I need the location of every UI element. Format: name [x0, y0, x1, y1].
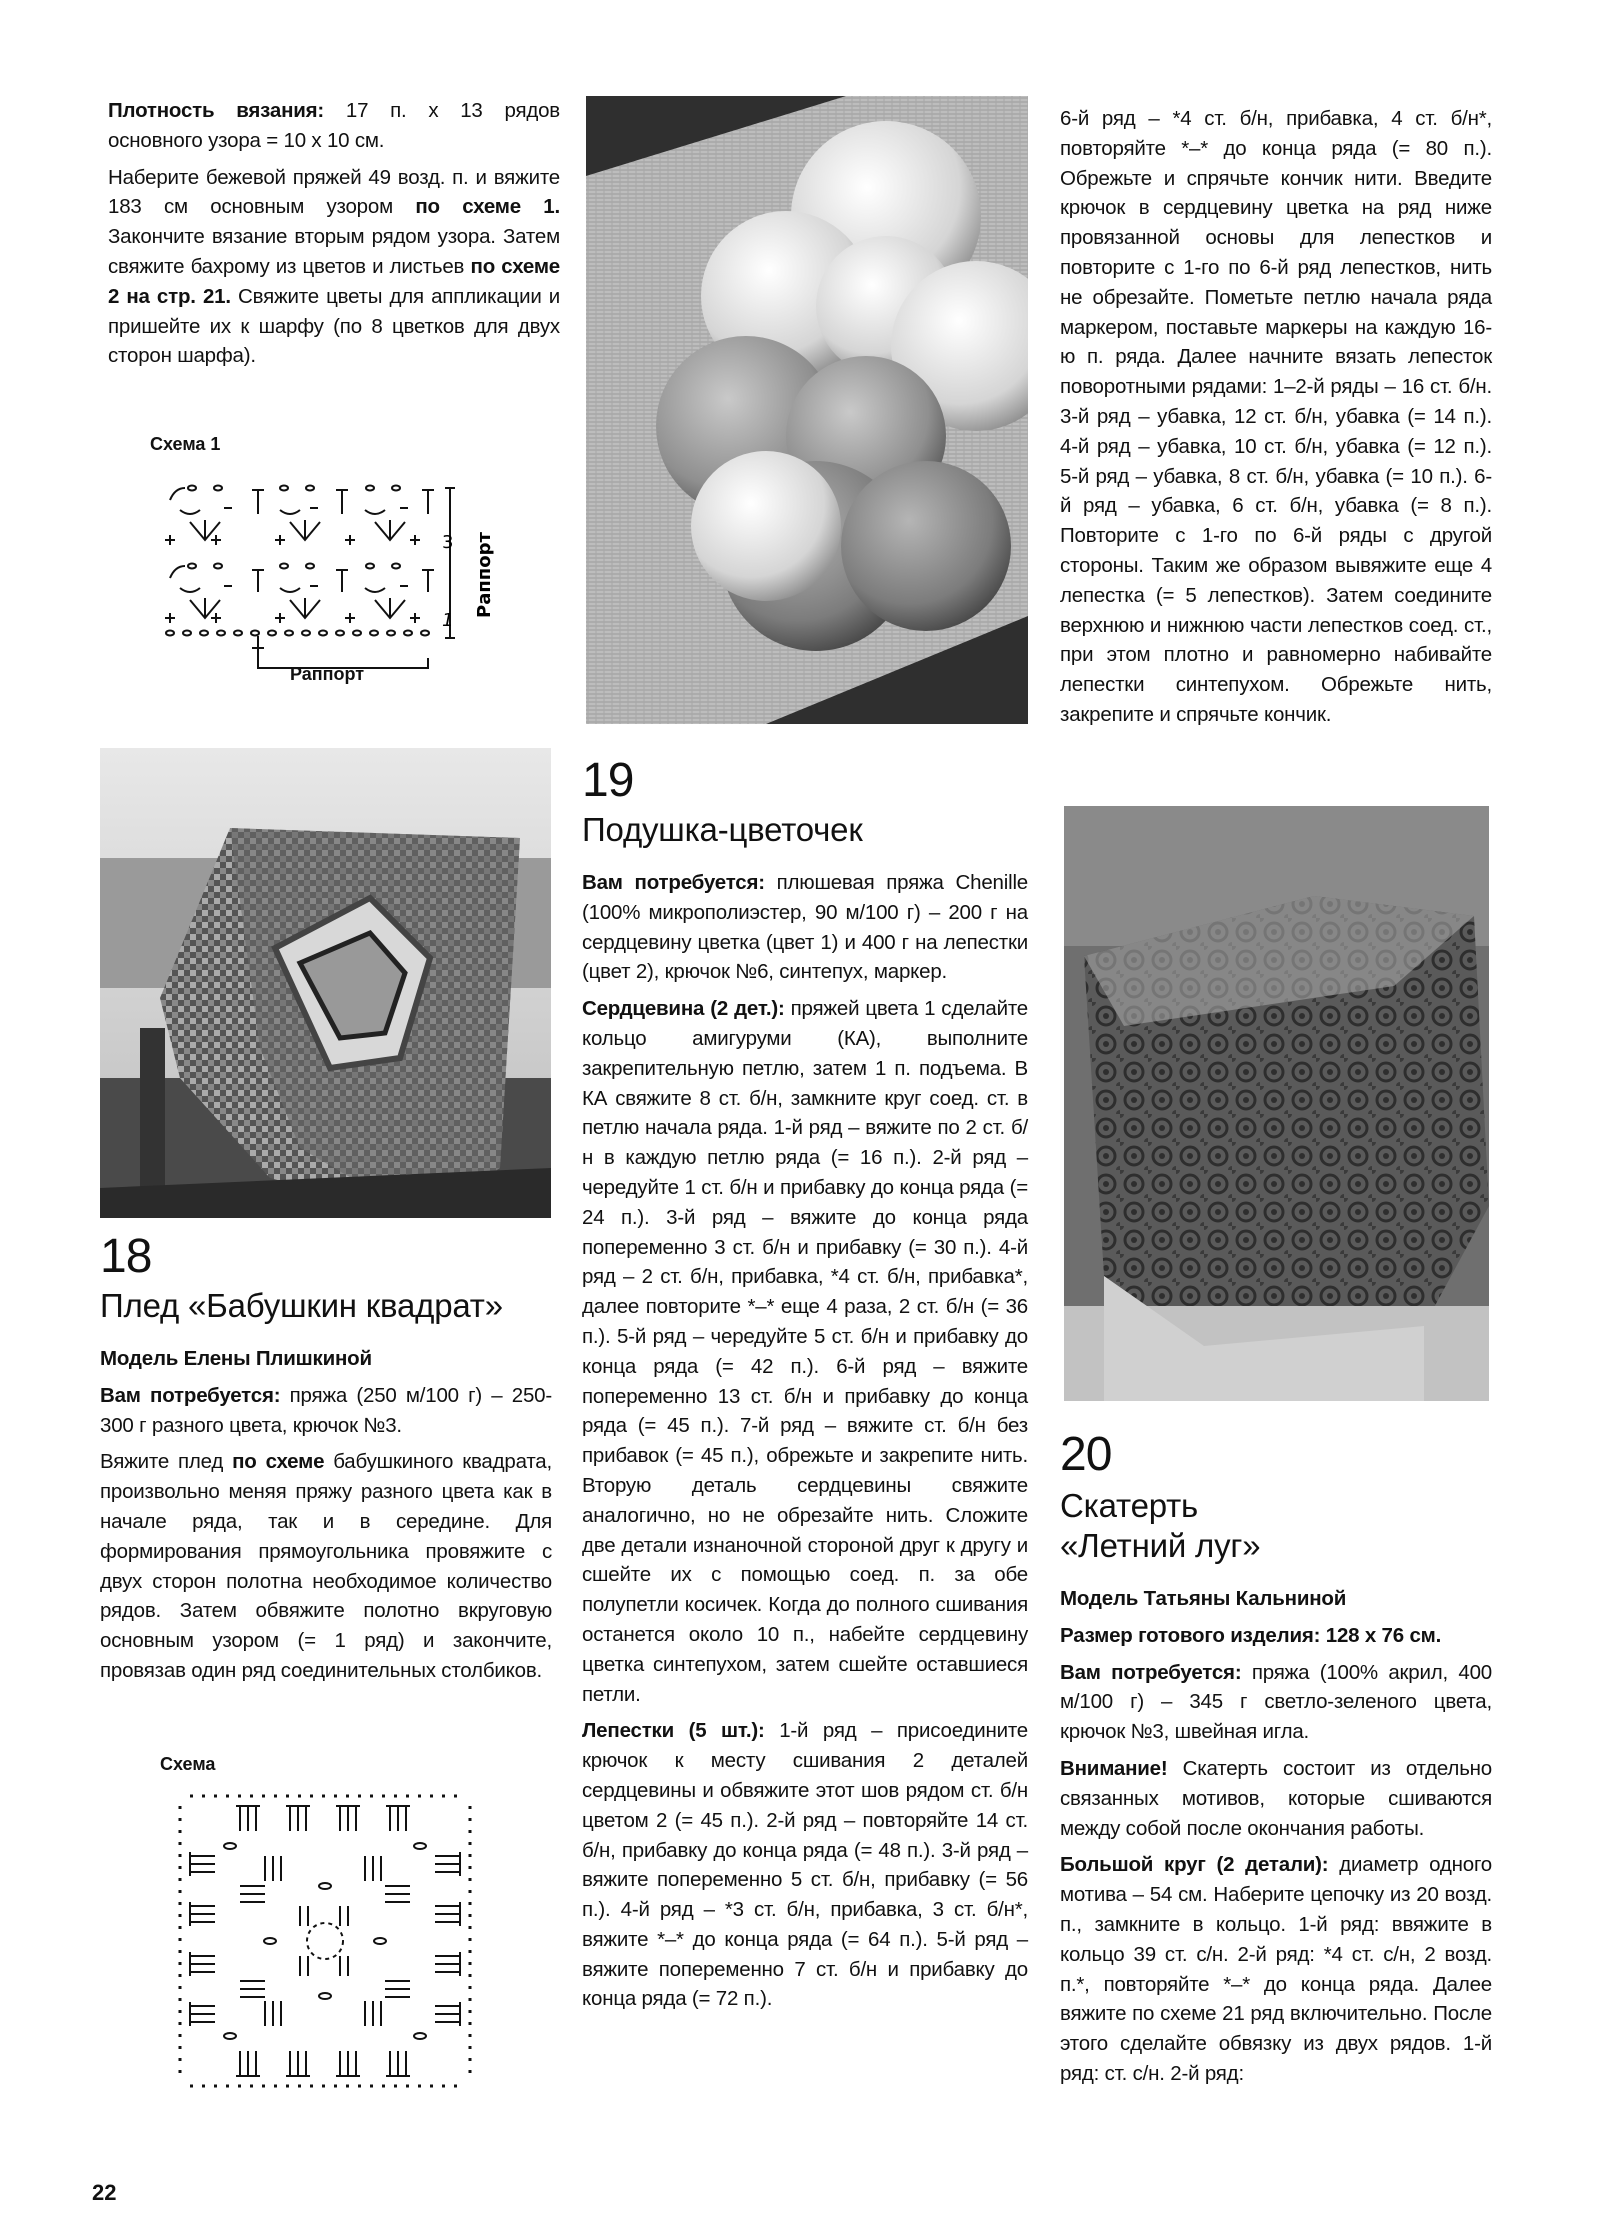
chain-row-bottom: [166, 631, 429, 636]
item18-body: [100, 1447, 552, 1685]
item18-body-a: Вяжите плед: [100, 1450, 233, 1474]
item20-need-text: пряжа (100% акрил, 400 м/100 г) – 345 г светло-зеленого цвета, крючок №3, швейная игла.: [1060, 1660, 1492, 1744]
page-number: 22: [92, 2180, 117, 2205]
intro-c: Закончите вязание вторым рядом узора. Затем свяжите бахрому из цветов и листьев: [108, 225, 560, 278]
pillow-photo-art: [586, 96, 1028, 724]
item20-need-label: Вам потребуется:: [1060, 1660, 1242, 1684]
granny-scheme-label: Схема: [160, 1754, 216, 1774]
item18-need-text: пряжа (250 м/100 г) – 250-300 г разного цвета, крючок №3.: [100, 1383, 552, 1437]
item20-text: [1060, 1428, 1492, 2096]
item19-petals-text: 1-й ряд – присоедините крючок к месту сшивания 2 деталей сердцевины и обвяжите этот шов рядом ст. б/н цветом 2 (= 45 п.). 2-й ряд – повторяйте 14 ст. б/н, прибавку до конца ряда (= 48 п.). 3-й ряд – вяжите попеременно 5 ст. б/н, прибавку (= 56 п.). 4-й ряд – *3 ст. б/н, прибавка, 3 ст. б/н*, вяжите *–* до конца ряда (= 64 п.). 5-й ряд – вяжите попеременно 7 ст. б/н и прибавку до конца ряда (= 72 п.).: [582, 1719, 1028, 2011]
item20-title-line1: Скатерть: [1060, 1487, 1199, 1524]
item18-need: [100, 1381, 552, 1441]
item18-body-b: по схеме: [232, 1450, 325, 1474]
item19-need-label: Вам потребуется:: [582, 871, 765, 894]
sc-row: [165, 535, 420, 623]
intro-b: по схеме 1.: [415, 195, 560, 219]
rapport-vertical-label: Раппорт: [474, 532, 495, 618]
tablecloth-photo: [1064, 806, 1489, 1401]
granny-square-diagram: [170, 1786, 480, 2096]
item20-size-text: Размер готового изделия: 128 х 76 см.: [1060, 1623, 1442, 1647]
item18-title: Плед «Бабушкин квадрат»: [100, 1287, 503, 1324]
item18-text: [100, 1230, 552, 1693]
pillow-photo: [586, 96, 1028, 724]
col1-top-text: [108, 96, 560, 378]
item20-need: [1060, 1658, 1492, 1747]
item20-attn-label: Внимание!: [1060, 1756, 1168, 1780]
density-label: Плотность вязания:: [108, 99, 325, 122]
item20-title: [1060, 1486, 1492, 1566]
density-text: 17 п. х 13 рядов основного узора = 10 х 10 см.: [108, 99, 560, 152]
item20-author-text: Модель Татьяны Кальниной: [1060, 1587, 1347, 1610]
item19-need: [582, 868, 1028, 987]
item19-core-text: пряжей цвета 1 сделайте кольцо амигуруми (КА), выполните закрепительную петлю, затем 1 п. подъема. В КА свяжите 8 ст. б/н, замкните круг соед. ст. в петлю начала ряда. 1-й ряд – вяжите по 2 ст. б/н в каждую петлю ряда (= 16 п.). 2-й ряд – чередуйте 1 ст. б/н и прибавку до конца ряда (= 24 п.). 3-й ряд – вяжите до конца ряда попеременно 3 ст. б/н и прибавку (= 30 п.). 4-й ряд – 2 ст. б/н, прибавка, *4 ст. б/н, прибавка*, далее повторите *–* еще 4 раза, 2 ст. б/н (= 36 п.). 5-й ряд – чередуйте 5 ст. б/н и прибавку до конца ряда (= 42 п.). 6-й ряд – вяжите попеременно 13 ст. б/н и прибавку до конца ряда (= 45 п.). 7-й ряд – вяжите ст. б/н без прибавок (= 45 п.), обрежьте и закрепите нить. Вторую деталь сердцевины свяжите аналогично, но не обрезайте нить. Сложите две детали изнаночной стороной друг к другу и сшейте их с помощью соед. п. за обе полупетли косичек. Когда до полного сшивания останется около 10 п., набейте сердцевину цветка синтепухом, затем сшейте оставшиеся петли.: [582, 997, 1028, 1706]
item20-circle-label: Большой круг (2 детали):: [1060, 1853, 1329, 1877]
row-1-number: 1: [442, 610, 454, 631]
blanket-photo: [100, 748, 551, 1218]
item20-attn-text: Скатерть состоит из отдельно связанных мотивов, которые сшиваются между собой после окончания работы.: [1060, 1756, 1492, 1840]
item20-size: [1060, 1621, 1492, 1651]
item20-attention: [1060, 1754, 1492, 1843]
scheme1-label: Схема 1: [150, 434, 221, 454]
rapport-horizontal-label: Раппорт: [290, 664, 365, 684]
item20-title-line2: «Летний луг»: [1060, 1527, 1261, 1564]
row-3-number: 3: [442, 532, 454, 553]
granny-center-ring: [224, 1843, 426, 2039]
item19-petals-label: Лепестки (5 шт.):: [582, 1719, 765, 1743]
intro-d: по схеме 2 на стр. 21.: [108, 254, 560, 308]
scarf-intro-paragraph: [108, 163, 560, 372]
item20-number: 20: [1060, 1428, 1112, 1481]
intro-a: Наберите бежевой пряжей 49 возд. п. и вяжите 183 см основным узором: [108, 165, 560, 219]
granny-clusters: [190, 1806, 460, 2076]
item18-number: 18: [100, 1230, 152, 1283]
blanket-photo-art: [100, 748, 551, 1218]
item18-need-label: Вам потребуется:: [100, 1383, 281, 1407]
item19-core: [582, 994, 1028, 1709]
item19-core-label: Сердцевина (2 дет.):: [582, 997, 785, 1021]
item18-author: [100, 1344, 552, 1374]
item20-circle: [1060, 1850, 1492, 2088]
item19-number: 19: [582, 754, 634, 807]
granny-outer-ring: [180, 1796, 470, 2086]
item20-circle-text: диаметр одного мотива – 54 см. Наберите цепочку из 20 возд. п., замкните в кольцо. 1-й ряд: ввяжите в кольцо 39 ст. с/н. 2-й ряд: *4 ст. с/н, 2 возд. п.*, повторяйте *–* до конца ряда. Далее вяжите по схеме 21 ряд включительно. После этого сделайте обвязку из двух рядов. 1-й ряд: ст. с/н. 2-й ряд:: [1060, 1853, 1492, 2085]
item19-text: [582, 754, 1028, 2021]
petals-continued-paragraph: 6-й ряд – *4 ст. б/н, прибавка, 4 ст. б/н*, повторяйте *–* до конца ряда (= 80 п.). Обрежьте и спрячьте кончик нити. Введите крючок в сердцевину цветка на ряд ниже провязанной основы для лепестков и повторите с 1-го по 6-й ряд лепестков, нить не обрезайте. Пометьте петлю начала ряда маркером, поставьте маркеры на каждую 16-ю п. ряда. Далее начните вязать лепесток поворотными рядами: 1–2-й ряды – 16 ст. б/н. 3-й ряд – убавка, 12 ст. б/н, убавка (= 14 п.). 4-й ряд – убавка, 10 ст. б/н, убавка (= 12 п.). 5-й ряд – убавка, 8 ст. б/н, убавка (= 10 п.). 6-й ряд – убавка, 6 ст. б/н, убавка (= 8 п.). Повторите с 1-го по 6-й ряды с другой стороны. Таким же образом вывяжите еще 4 лепестка (= 5 лепестков). Затем соедините верхнюю и нижнюю части лепестков соед. ст., при этом плотно и равномерно набивайте лепестки синтепухом. Обрежьте нить, закрепите и спрячьте кончик.: [1060, 107, 1492, 726]
item18-author-text: Модель Елены Плишкиной: [100, 1347, 372, 1370]
tablecloth-photo-art: [1064, 806, 1489, 1401]
col3-top-text: [1060, 104, 1492, 737]
item19-need-text: плюшевая пряжа Chenille (100% микрополиэстер, 90 м/100 г) – 200 г на сердцевину цветка (цвет 1) и 400 г на лепестки (цвет 2), крючок №6, синтепух, маркер.: [582, 871, 1028, 984]
item18-body-c: бабушкиного квадрата, произвольно меняя пряжу разного цвета как в начале ряда, так и в середине. Для формирования прямоугольника провяжите с двух сторон полотна необходимое количество рядов. Затем обвяжите полотно вкруговую основным узором (= 1 ряд) и закончите, провязав один ряд соединительных столбиков.: [100, 1450, 552, 1682]
item19-petals: [582, 1716, 1028, 2014]
item20-author: [1060, 1584, 1492, 1614]
density-paragraph: [108, 96, 560, 156]
intro-e: Свяжите цветы для аппликации и пришейте их к шарфу (по 8 цветков для двух сторон шарфа).: [108, 284, 560, 368]
item19-title: Подушка-цветочек: [582, 811, 863, 848]
